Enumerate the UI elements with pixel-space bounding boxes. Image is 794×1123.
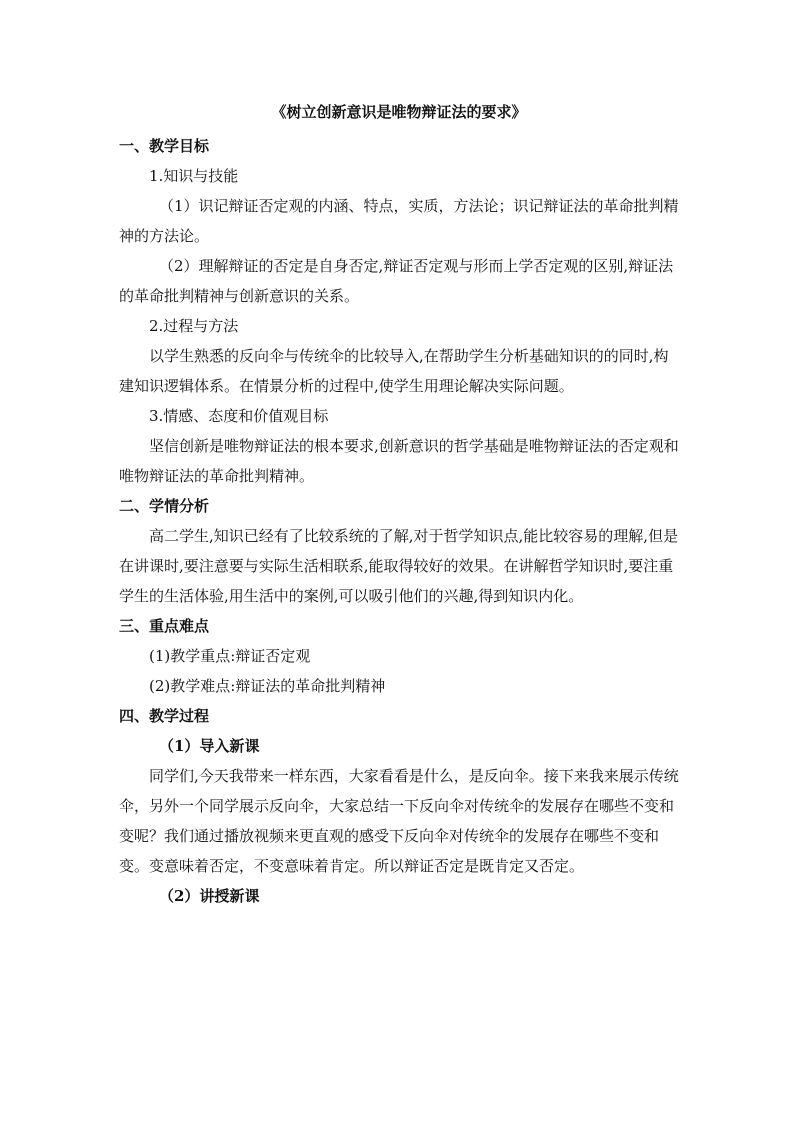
paragraph-student-analysis: 高二学生,知识已经有了比较系统的了解,对于哲学知识点,能比较容易的理解,但是在讲课时,要注意要与实际生活相联系,能取得较好的效果。在讲解哲学知识时,要注重学生的生活体验,用生活中的案例,可以吸引他们的兴趣,得到知识内化。 [119,527,679,605]
paragraph-knowledge-2: （2）理解辩证的否定是自身否定,辩证否定观与形而上学否定观的区别,辩证法的革命批判精神与创新意识的关系。 [119,257,674,305]
section-heading-teaching-goals: 一、教学目标 [119,137,210,155]
subheading-process-method: 2.过程与方法 [149,317,239,335]
document-title: 《树立创新意识是唯物辩证法的要求》 [271,103,527,121]
section-heading-student-analysis: 二、学情分析 [119,497,210,515]
document-body [119,131,679,911]
difficult-point-item: (2)教学难点:辩证法的革命批判精神 [149,677,386,695]
subheading-intro-lesson: （1）导入新课 [159,737,260,755]
paragraph-process-method: 以学生熟悉的反向伞与传统伞的比较导入,在帮助学生分析基础知识的的同时,构建知识逻辑体系。在情景分析的过程中,使学生用理论解决实际问题。 [119,347,669,395]
section-heading-teaching-process: 四、教学过程 [119,707,210,725]
subheading-new-lesson: （2）讲授新课 [159,887,260,905]
paragraph-knowledge-1: （1）识记辩证否定观的内涵、特点，实质，方法论；识记辩证法的革命批判精神的方法论。 [119,197,679,245]
paragraph-emotion-values: 坚信创新是唯物辩证法的根本要求,创新意识的哲学基础是唯物辩证法的否定观和唯物辩证法的革命批判精神。 [119,437,679,485]
subheading-knowledge-skills: 1.知识与技能 [149,167,239,185]
paragraph-intro-lesson: 同学们,今天我带来一样东西，大家看看是什么，是反向伞。接下来我来展示传统伞，另外一个同学展示反向伞，大家总结一下反向伞对传统伞的发展存在哪些不变和变呢？我们通过播放视频来更直观的感受下反向伞对传统伞的发展存在哪些不变和变。变意味着否定，不变意味着肯定。所以辩证否定是既肯定又否定。 [119,767,679,875]
key-point-item: (1)教学重点:辩证否定观 [149,647,311,665]
section-heading-key-points: 三、重点难点 [119,617,210,635]
subheading-emotion-values: 3.情感、态度和价值观目标 [149,407,329,425]
